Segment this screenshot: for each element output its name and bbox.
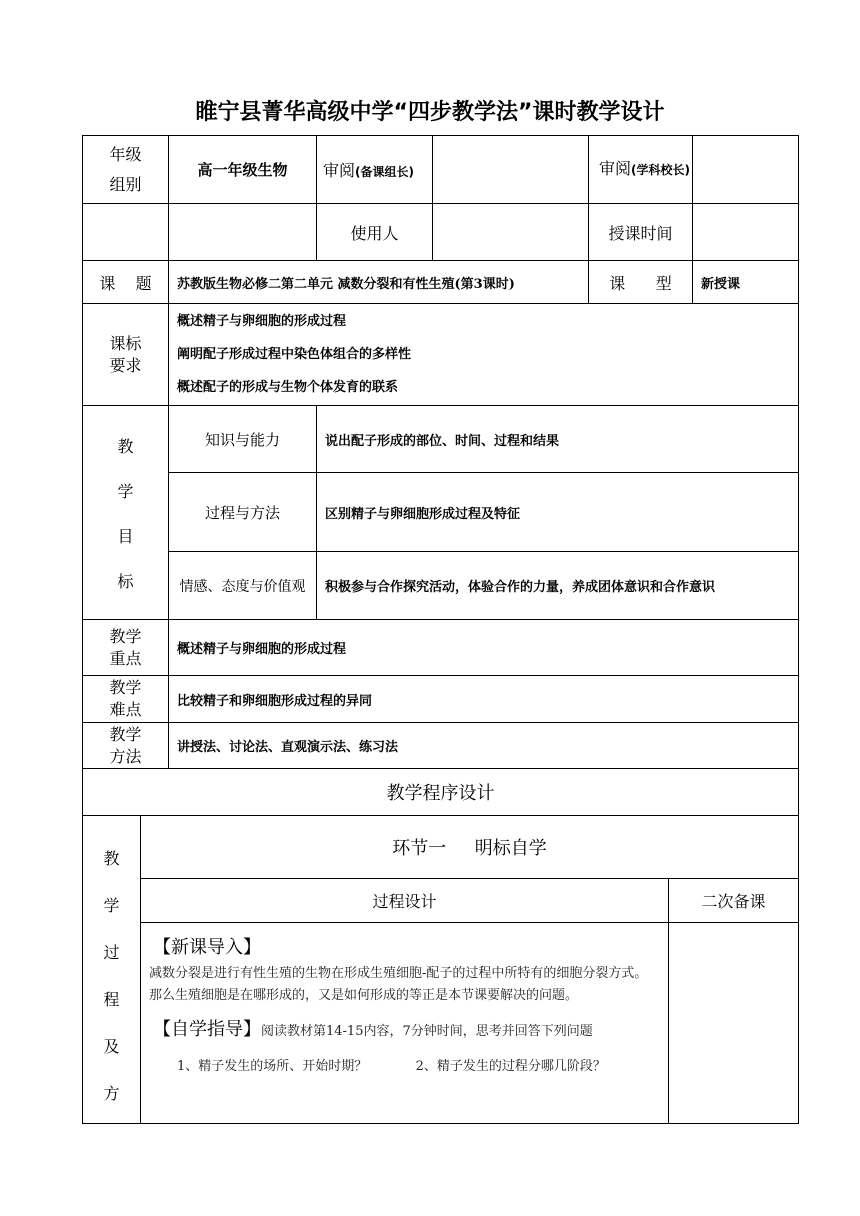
review-principal-value	[693, 136, 799, 204]
intro-text: 减数分裂是进行有性生殖的生物在形成生殖细胞-配子的过程中所特有的细胞分裂方式。那么生殖细胞是在哪形成的，又是如何形成的等正是本节课要解决的问题。	[149, 966, 648, 1003]
objective-name: 过程与方法	[169, 473, 317, 552]
lesson-type-label: 课 型	[589, 261, 693, 304]
guide-heading: 【自学指导】	[153, 1019, 261, 1040]
objectives-label: 教 学 目 标	[83, 406, 169, 620]
program-heading: 教学程序设计	[83, 769, 799, 816]
class-time-label: 授课时间	[589, 204, 693, 261]
question-item: 2、精子发生的过程分哪几阶段？	[415, 1059, 606, 1074]
program-table	[82, 815, 799, 1124]
lesson-info-table	[82, 135, 799, 816]
question-list	[141, 1041, 668, 1074]
standard-item: 阐明配子形成过程中染色体组合的多样性	[177, 347, 412, 362]
standard-item: 概述精子与卵细胞的形成过程	[177, 314, 347, 329]
topic-label: 课 题	[83, 261, 169, 304]
class-time-value	[693, 204, 799, 261]
difficulties-value: 比较精子和卵细胞形成过程的异同	[169, 676, 799, 723]
guide-text: 阅读教材第14-15内容，7分钟时间，思考并回答下列问题	[261, 1024, 593, 1039]
grade-value: 高一年级生物	[169, 136, 317, 204]
topic-value: 苏教版生物必修二第二单元 减数分裂和有性生殖(第3课时)	[169, 261, 589, 304]
stage-heading: 环节一 明标自学	[141, 816, 799, 879]
process-content	[141, 923, 669, 1124]
second-preparation-cell	[669, 923, 799, 1124]
self-study-guide	[141, 1007, 668, 1041]
intro-heading: 【新课导入】	[153, 937, 261, 958]
empty-cell	[169, 204, 317, 261]
process-design-header: 过程设计	[141, 879, 669, 923]
methods-value: 讲授法、讨论法、直观演示法、练习法	[169, 723, 799, 769]
difficulties-label: 教学难点	[83, 676, 169, 723]
key-points-label: 教学重点	[83, 620, 169, 676]
key-points-value: 概述精子与卵细胞的形成过程	[169, 620, 799, 676]
question-item: 1、精子发生的场所、开始时期？	[177, 1059, 368, 1074]
empty-cell	[83, 204, 169, 261]
document-title: 睢宁县菁华高级中学“四步教学法”课时教学设计	[195, 100, 665, 125]
objective-name: 知识与能力	[169, 406, 317, 473]
grade-label: 年级组别	[83, 136, 169, 204]
standards-list	[169, 304, 799, 406]
review-principal-label: 审阅(学科校长)	[589, 136, 693, 204]
standard-item: 概述配子的形成与生物个体发育的联系	[177, 380, 399, 395]
methods-label: 教学方法	[83, 723, 169, 769]
objective-name: 情感、态度与价值观	[169, 552, 317, 620]
lesson-type-value: 新授课	[693, 261, 799, 304]
user-label: 使用人	[317, 204, 433, 261]
review-group-leader-value	[433, 136, 589, 204]
standards-label: 课标要求	[83, 304, 169, 406]
program-side-label: 教 学 过 程 及 方	[83, 816, 141, 1124]
user-value	[433, 204, 589, 261]
objective-content: 区别精子与卵细胞形成过程及特征	[317, 473, 799, 552]
objective-content: 积极参与合作探究活动，体验合作的力量，养成团体意识和合作意识	[317, 552, 799, 620]
review-group-leader-label: 审阅(备课组长)	[317, 136, 433, 204]
second-preparation-header: 二次备课	[669, 879, 799, 923]
objective-content: 说出配子形成的部位、时间、过程和结果	[317, 406, 799, 473]
